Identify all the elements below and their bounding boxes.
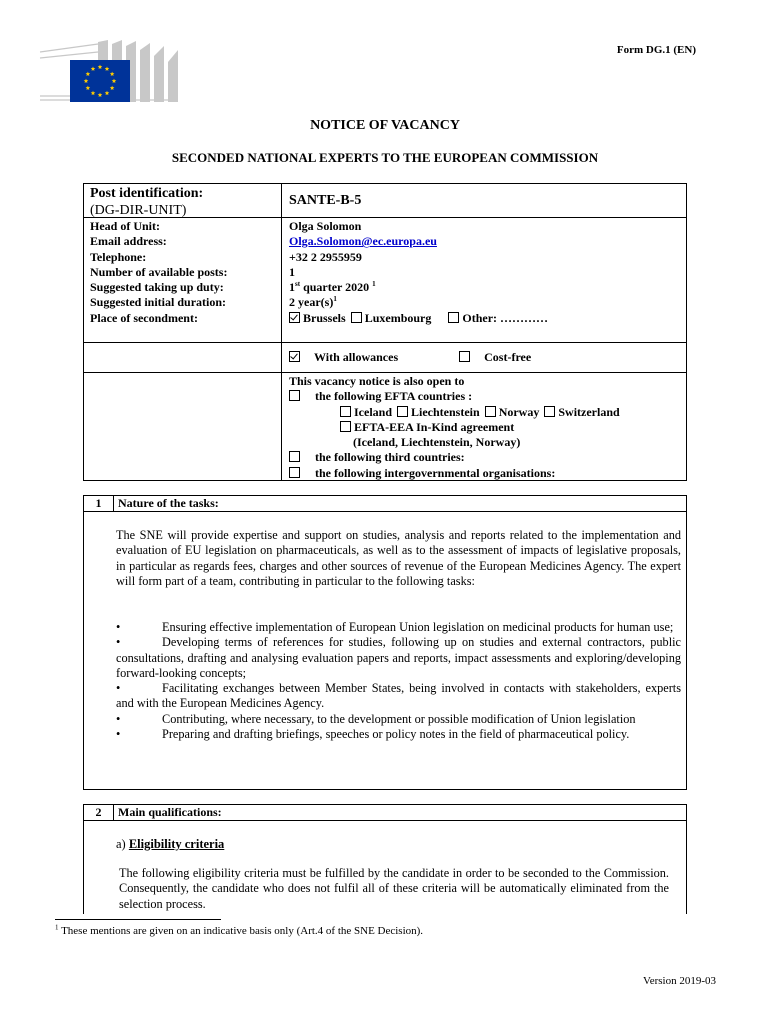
page-subtitle: SECONDED NATIONAL EXPERTS TO THE EUROPEAN COMMISSION bbox=[171, 150, 599, 165]
european-commission-logo bbox=[38, 38, 180, 104]
eligibility-heading: a) Eligibility criteria bbox=[116, 837, 225, 851]
allowances-row: With allowances Cost-free bbox=[289, 350, 531, 365]
label-available-posts: Number of available posts: bbox=[90, 264, 228, 279]
duration-value: 2 $year(s)^1$ bbox=[289, 295, 337, 310]
other-place-checkbox[interactable] bbox=[448, 312, 459, 323]
efta-checkbox[interactable] bbox=[289, 390, 300, 401]
details-values bbox=[289, 219, 548, 326]
iceland-checkbox[interactable] bbox=[340, 406, 351, 417]
page-title: NOTICE OF VACANCY bbox=[310, 118, 460, 133]
section-number: 1 bbox=[84, 496, 114, 511]
section-title: Main qualifications: bbox=[118, 805, 222, 819]
place-options: Brussels Luxembourg Other: ………… bbox=[289, 311, 548, 326]
details-labels bbox=[90, 219, 227, 326]
list-item: • Preparing and drafting briefings, speeches or policy notes in the field of pharmaceutical policy. bbox=[116, 727, 630, 742]
section-title: Nature of the tasks: bbox=[118, 496, 219, 510]
label-telephone: Telephone: bbox=[90, 249, 147, 264]
open-to-block: This vacancy notice is also open to the following EFTA countries : Iceland Liechtenstein Norway Switzerland EFTA-EEA In-Kind agreement (Iceland, Liechtenstein, Norway) the following third countries: the following intergovernmental organisations: bbox=[289, 374, 620, 480]
label-email: Email address: bbox=[90, 234, 167, 249]
list-item: • Contributing, where necessary, to the development or possible modification of Union legislation bbox=[116, 711, 636, 726]
telephone-value: +32 2 2955959 bbox=[289, 249, 362, 264]
list-item: • Facilitating exchanges between Member States, being involved in contacts with stakeholders, experts and with the European Medicines Agency. bbox=[116, 681, 681, 711]
section-nature-of-tasks bbox=[83, 495, 687, 790]
footnote-divider bbox=[55, 919, 221, 920]
email-link[interactable]: Olga.Solomon@ec.europa.eu bbox=[289, 234, 437, 249]
form-reference: Form DG.1 (EN) bbox=[616, 44, 696, 56]
liechtenstein-checkbox[interactable] bbox=[397, 406, 408, 417]
head-of-unit-value: Olga Solomon bbox=[289, 219, 362, 233]
post-identification-value: SANTE-B-5 bbox=[289, 193, 362, 208]
brussels-checkbox[interactable] bbox=[289, 312, 300, 323]
list-item: • Developing terms of references for studies, following up on studies and external contractors, public consultations, drafting and analysing evaluation papers and reports, impact assessments and exploring/developing forward-looking concepts; bbox=[116, 635, 681, 680]
tasks-list bbox=[116, 620, 681, 742]
switzerland-checkbox[interactable] bbox=[544, 406, 555, 417]
label-head-of-unit: Head of Unit: bbox=[90, 219, 160, 233]
label-place-secondment: Place of secondment: bbox=[90, 310, 198, 325]
third-countries-checkbox[interactable] bbox=[289, 451, 300, 462]
igo-checkbox[interactable] bbox=[289, 467, 300, 478]
eea-checkbox[interactable] bbox=[340, 421, 351, 432]
cost-free-checkbox[interactable] bbox=[459, 351, 470, 362]
section-number: 2 bbox=[84, 805, 114, 820]
tasks-intro: The SNE will provide expertise and support on studies, analysis and reports related to the implementation and evaluation of EU legislation on pharmaceuticals, as well as to the assessment of impacts of legislative proposals, in particular as regards fees, charges and other sources of revenue of the European Medicines Agency. The expert will form part of a team, contributing in particular to the following tasks: bbox=[116, 528, 681, 588]
post-identification-label: Post identification: (DG-DIR-UNIT) bbox=[90, 186, 204, 218]
posts-value: 1 bbox=[289, 264, 295, 279]
eligibility-text: The following eligibility criteria must be fulfilled by the candidate in order to be seconded to the Commission. Consequently, the candidate who does not fulfil all of these criteria will be automatically eliminated from the selection process. bbox=[119, 866, 669, 911]
footnote: $^1$ These mentions are given on an indicative basis only (Art.4 of the SNE Decision). bbox=[55, 923, 424, 937]
section-main-qualifications bbox=[83, 804, 687, 914]
duty-value: 1st quarter 2020 $^1$ bbox=[289, 280, 376, 295]
luxembourg-checkbox[interactable] bbox=[351, 312, 362, 323]
label-taking-up-duty: Suggested taking up duty: bbox=[90, 280, 224, 295]
list-item: • Ensuring effective implementation of European Union legislation on medicinal products for human use; bbox=[116, 620, 674, 634]
norway-checkbox[interactable] bbox=[485, 406, 496, 417]
vacancy-details-table bbox=[83, 183, 687, 481]
version-label: Version 2019-03 bbox=[642, 975, 716, 987]
label-initial-duration: Suggested initial duration: bbox=[90, 295, 227, 310]
with-allowances-checkbox[interactable] bbox=[289, 351, 300, 362]
